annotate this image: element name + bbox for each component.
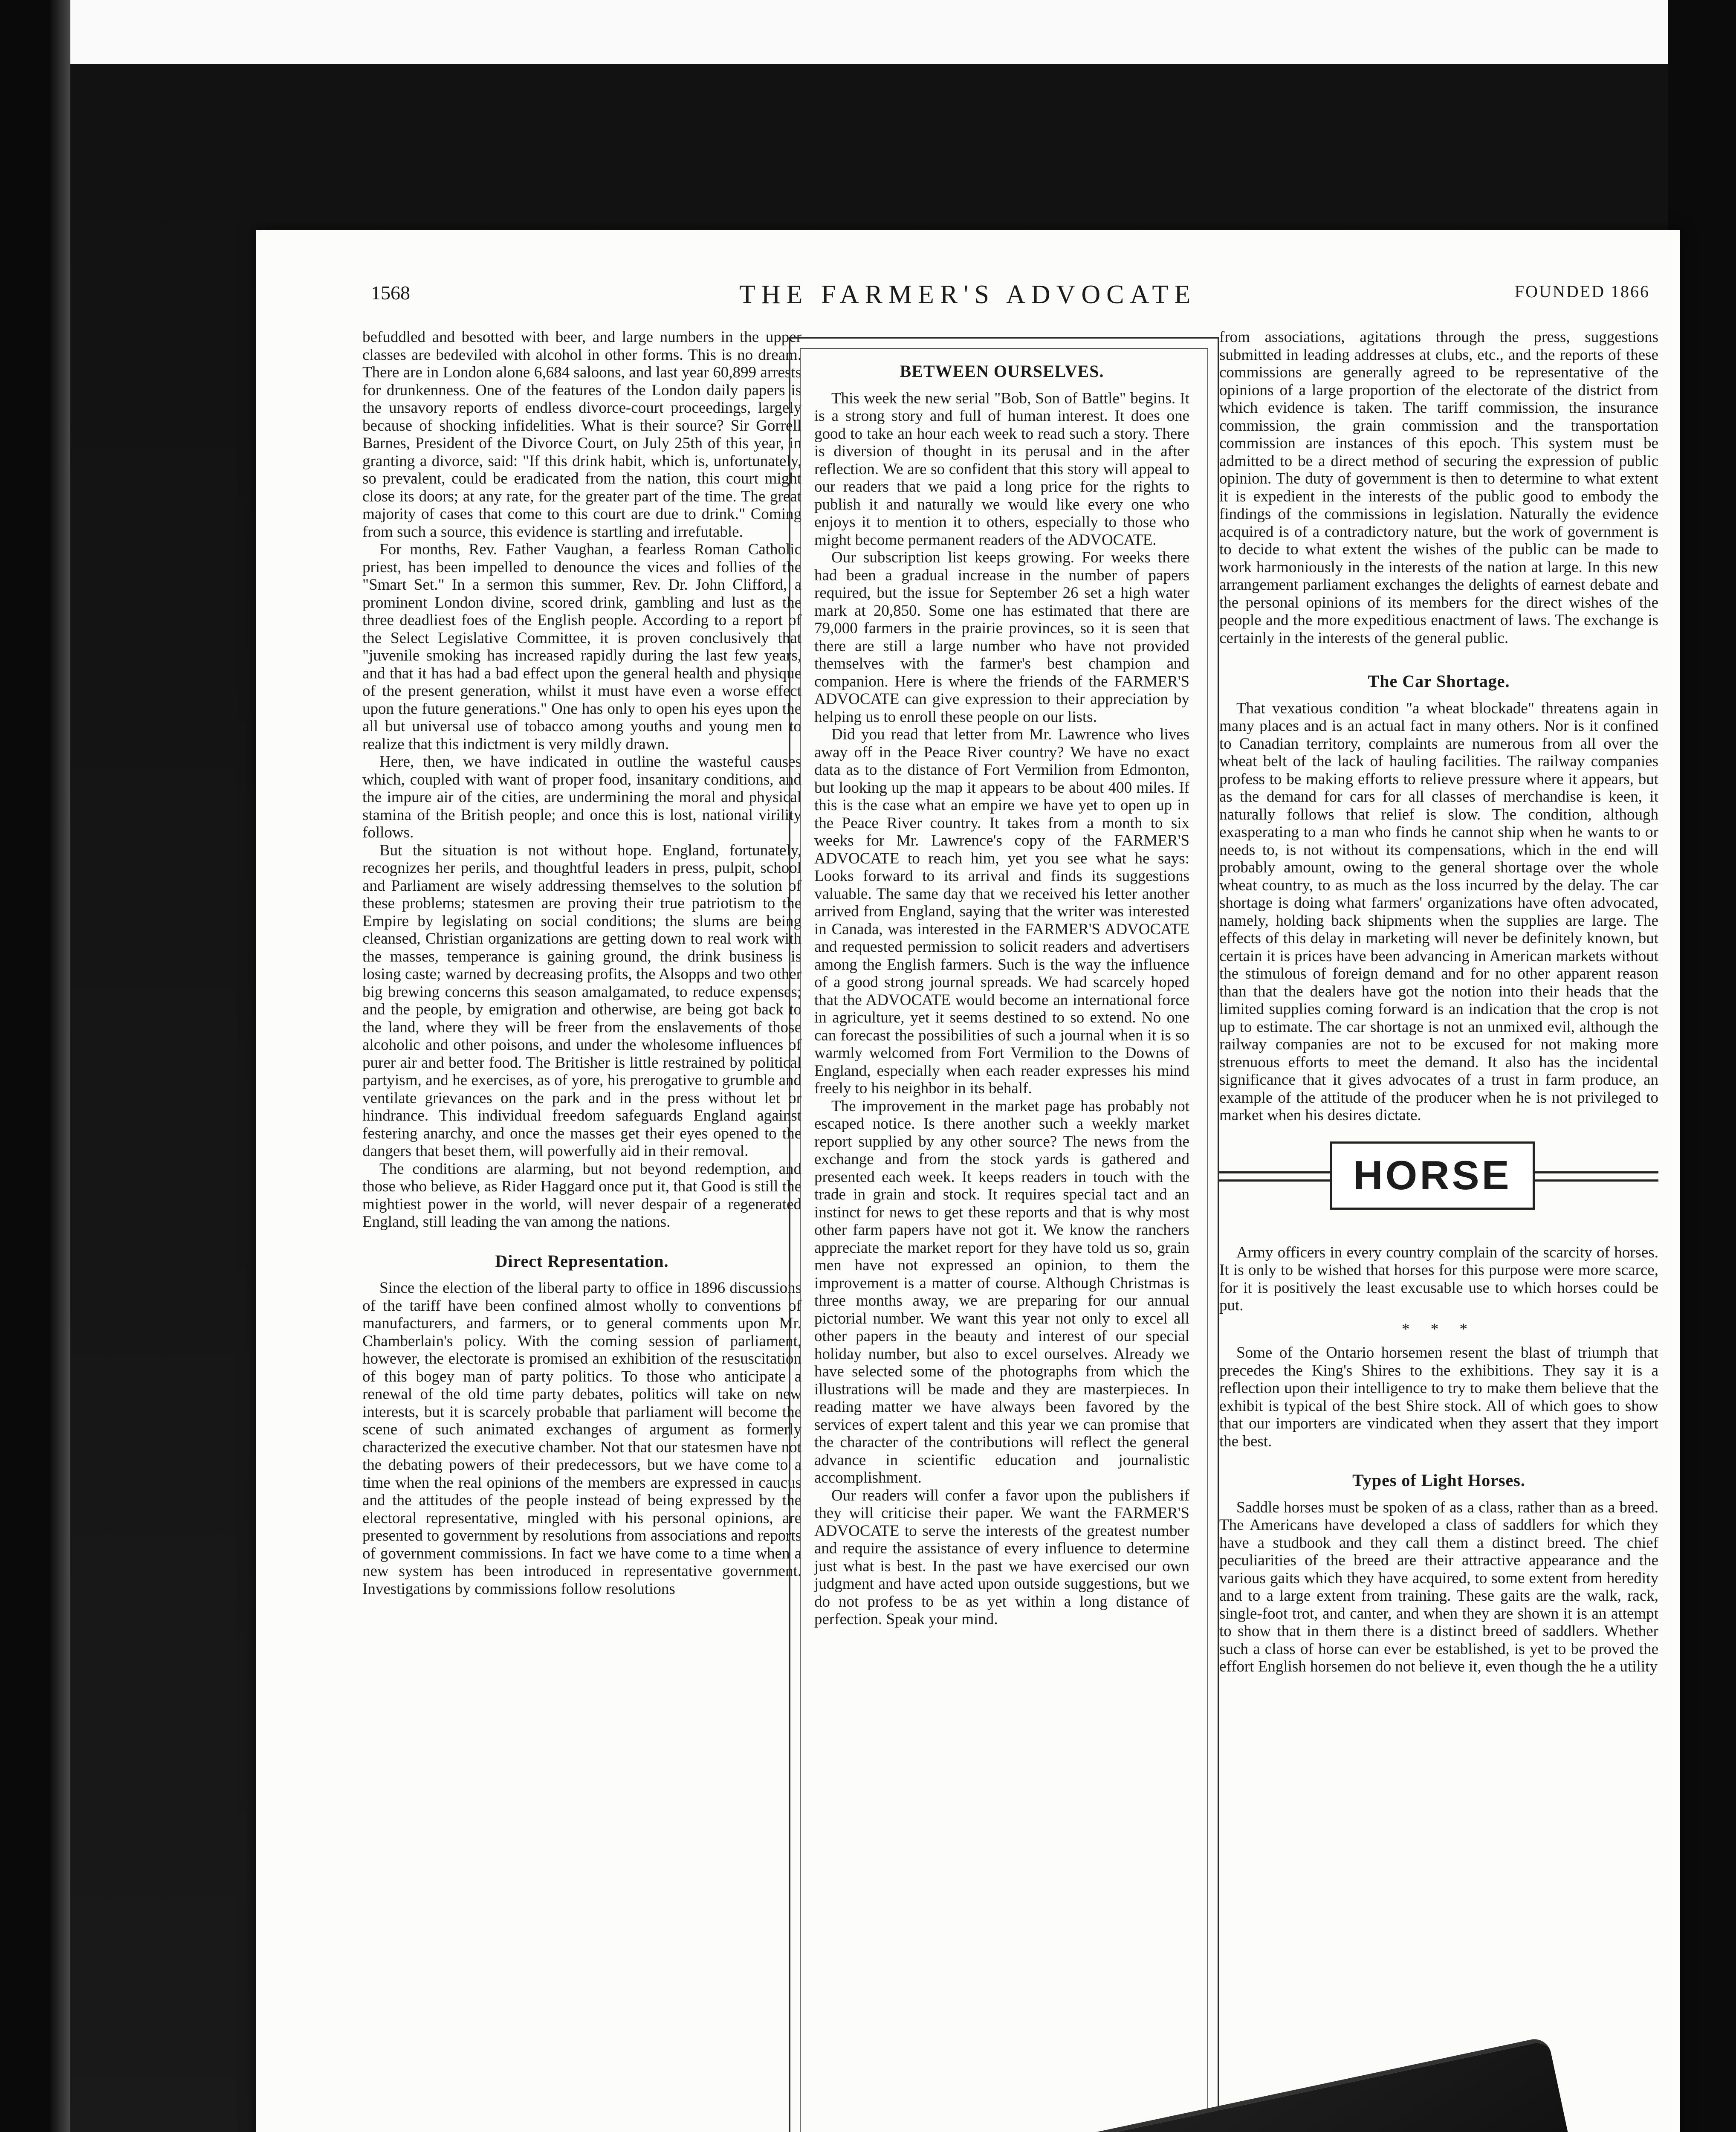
- article-column-right: [1219, 328, 1658, 1676]
- section-heading-car-shortage: The Car Shortage.: [1368, 672, 1510, 691]
- between-ourselves-content: [789, 328, 1215, 1628]
- paragraph: This week the new serial "Bob, Son of Battle" begins. It is a strong story and full of human interest. It does one good to take an hour each week to read such a story. There is diversion of thought in its perusal and in the after reflection. We are so confident that this story will appeal to our readers that we paid a long price for the rights to publish it and naturally we would like every one who enjoys it to mention it to others, especially to those who might become permanent readers of the ADVOCATE.: [814, 389, 1189, 549]
- horse-section-banner: [1219, 1141, 1658, 1218]
- section-divider-stars: * * *: [1402, 1320, 1476, 1338]
- article-column-left: [362, 328, 801, 1598]
- paragraph: The improvement in the market page has probably not escaped notice. Is there another such a weekly market report supplied by any other source? The news from the exchange and from the stock yards is gathered and presented each week. It keeps readers in touch with the trade in grain and stock. It requires special tact and an instinct for news to get these reports and that is why most other farm papers have not got it. We know the ranchers appreciate the market report for they have told us so, grain men have not expressed an opinion, to them the improvement is a matter of course. Although Christmas is three months away, we are preparing for our annual pictorial number. We want this year not only to excel all other papers in the beauty and interest of our special holiday number, but also to excel ourselves. Already we have selected some of the photographs from which the illustrations will be made and they are masterpieces. In reading matter we have always been favored by the services of expert talent and this year we can promise that the character of the contributions will reflect the general advance in scientific education and journalistic accomplishment.: [814, 1097, 1189, 1486]
- founded-label: FOUNDED 1866: [1514, 282, 1650, 301]
- article-column-middle: [789, 328, 1215, 1628]
- page-number: 1568: [371, 282, 410, 304]
- paragraph: Our readers will confer a favor upon the publishers if they will criticise their paper. We want the FARMER'S ADVOCATE to serve the interests of the greatest number and require the assistance of every influence to determine just what is best. In the past we have exercised our own judgment and have acted upon outside suggestions, but we do not profess to be as yet within a long distance of perfection. Speak your mind.: [814, 1486, 1189, 1628]
- paragraph: Since the election of the liberal party to office in 1896 discussions of the tariff have been confined almost wholly to conventions of manufacturers, and farmers, or to general comments upon Mr. Chamberlain's policy. With the coming session of parliament, however, the electorate is promised an exhibition of the resuscitation of this bogey man of party politics. To those who anticipate a renewal of the old time party debates, politics will take on new interests, but it is scarcely probable that parliament will become the scene of such animated exchanges of argument as formerly characterized the executive chamber. Not that our statesmen have not the debating powers of their predecessors, but we have come to a time when the real opinions of the members are expressed in caucus and the attitudes of the people instead of being expressed by the electoral representative, mingled with his personal opinions, are presented to government by resolutions from associations and reports of government commissions. In fact we have come to a time when a new system has been introduced in representative government. Investigations by commissions follow resolutions: [362, 1279, 801, 1598]
- paragraph: That vexatious condition "a wheat blockade" threatens again in many places and is an actual fact in many others. Nor is it confined to Canadian territory, complaints are numerous from all over the wheat belt of the lack of hauling facilities. The railway companies profess to be making efforts to relieve pressure where it appears, but as the demand for cars for all classes of merchandise is keen, it naturally follows that relief is slow. The condition, although exasperating to a man who finds he cannot ship when he wants to or needs to, is not without its compensations, which in the end will probably amount, owing to the general shortage over the whole wheat country, to as much as the loss incurred by the delay. The car shortage is doing what farmers' organizations have often advocated, namely, holding back shipments when the supplies are large. The effects of this delay in marketing will never be definitely known, but certain it is prices have been advancing in American markets without the stimulous of foreign demand and for no other apparent reason than that the dealers have got the notion into their heads that the limited supplies coming forward is an indication that the crop is not up to estimate. The car shortage is not an unmixed evil, although the railway companies are not to be excused for not making more strenuous efforts to meet the demand. It also has the incidental significance that it gives advocates of a trust in farm produce, an example of the attitude of the producer when he is not privileged to market when his desires dictate.: [1219, 699, 1658, 1124]
- paragraph: Did you read that letter from Mr. Lawrence who lives away off in the Peace River country? We have no exact data as to the distance of Fort Vermilion from Edmonton, but looking up the map it appears to be about 400 miles. If this is the case what an empire we have yet to open up in the Peace River country. It takes from a month to six weeks for Mr. Lawrence's copy of the FARMER'S ADVOCATE to reach him, yet you see what he says: Looks forward to its arrival and finds its suggestions valuable. The same day that we received his letter another arrived from England, saying that the writer was interested in Canada, was interested in the FARMER'S ADVOCATE and requested permission to solicit readers and advertisers among the English farmers. Such is the way the influence of a good strong journal spreads. We had scarcely hoped that the ADVOCATE would become an international force in agriculture, yet it seems destined to so extend. No one can forecast the possibilities of such a journal when it is so warmly welcomed from Fort Vermilion to the Downs of England, especially when each reader expresses his mind freely to his neighbor in its behalf.: [814, 726, 1189, 1097]
- paragraph: Here, then, we have indicated in outline the wasteful causes which, coupled with want of proper food, insanitary conditions, and the impure air of the cities, are undermining the moral and physical stamina of the British people; and once this is lost, national virility follows.: [362, 753, 801, 841]
- section-heading-direct-representation: Direct Representation.: [495, 1251, 669, 1271]
- horse-banner-title: HORSE: [1330, 1141, 1535, 1210]
- page-header: [256, 281, 1680, 316]
- newspaper-page: [256, 230, 1680, 2132]
- section-heading-light-horses: Types of Light Horses.: [1352, 1471, 1525, 1490]
- scan-left-border: [0, 0, 70, 2132]
- paragraph: For months, Rev. Father Vaughan, a fearless Roman Catholic priest, has been impelled to denounce the vices and follies of the "Smart Set." In a sermon this summer, Rev. Dr. John Clifford, a prominent London divine, scored drink, gambling and lust as the three deadliest foes of the English people. According to a report of the Select Legislative Committee, it is proven conclusively that "juvenile smoking has increased rapidly during the last few years, and that it has had a bad effect upon the general health and physique of the present generation, whilst it must have even a worse effect upon the future generations." One has only to open his eyes upon the all but universal use of tobacco among youths and young men to realize that this indictment is very mildly drawn.: [362, 541, 801, 753]
- section-heading-between-ourselves: BETWEEN OURSELVES.: [900, 362, 1104, 381]
- paragraph: Army officers in every country complain of the scarcity of horses. It is only to be wished that horses for this purpose were more scarce, for it is positively the least excusable use to which horses could be put.: [1219, 1243, 1658, 1314]
- paragraph: Saddle horses must be spoken of as a class, rather than as a breed. The Americans have developed a class of saddlers for which they have a studbook and they call them a distinct breed. The chief peculiarities of the breed are their attractive appearance and the various gaits which they have acquired, to some extent from heredity and to a large extent from training. These gaits are the walk, rack, single-foot trot, and canter, and when they are shown it is an attempt to show that in them there is a distinct breed of saddlers. Whether such a class of horse can ever be established, is yet to be proved the effort English horsemen do not believe it, even though the he a utility: [1219, 1498, 1658, 1675]
- paragraph: from associations, agitations through the press, suggestions submitted in leading addresses at clubs, etc., and the reports of these commissions are generally agreed to be representative of the opinions of a large proportion of the electorate of the district from which evidence is taken. The tariff commission, the insurance commission, the grain commission and the transportation commission are instances of this epoch. This system must be admitted to be a direct method of securing the expression of public opinion. The duty of government is then to determine to what extent it is expedient in the interests of the public good to embody the findings of the commissions in legislation. Naturally the evidence acquired is of a contradictory nature, but the work of government is to decide to what extent the wishes of the public can be made to work harmoniously in the interests of the nation at large. In this new arrangement parliament exchanges the delights of earnest debate and the personal opinions of its members for the direct wishes of the people and the more expeditious enactment of laws. The exchange is certainly in the interests of the general public.: [1219, 328, 1658, 647]
- paragraph: befuddled and besotted with beer, and large numbers in the upper classes are bedeviled with alcohol in other forms. This is no dream. There are in London alone 6,684 saloons, and last year 60,899 arrests for drunkenness. One of the features of the London daily papers is the unsavory reports of endless divorce-court proceedings, largely because of shocking infidelities. What is their source? Sir Gorrell Barnes, President of the Divorce Court, on July 25th of this year, in granting a divorce, said: "If this drink habit, which is, unfortunately, so prevalent, could be eradicated from the nation, this court might close its doors; at any rate, for the greater part of the time. The great majority of cases that come to this court are due to drink." Coming from such a source, this evidence is startling and irrefutable.: [362, 328, 801, 541]
- paragraph: But the situation is not without hope. England, fortunately, recognizes her perils, and thoughtful leaders in press, pulpit, school and Parliament are wisely addressing themselves to the solution of these problems; statesmen are proving their true patriotism to the Empire by legislating on social conditions; the slums are being cleansed, Christian organizations are getting down to real work with the masses, temperance is gaining ground, the drink business is losing caste; warned by decreasing profits, the Alsopps and two other big brewing concerns this season amalgamated, to reduce expenses; and the people, by emigration and otherwise, are being got back to the land, where they will be freer from the enslavements of those alcoholic and other poisons, and under the wholesome influences of purer air and better food. The Britisher is little restrained by political partyism, and he exercises, as of yore, his prerogative to grumble and ventilate grievances on the park and in the press without let or hindrance. This individual freedom safeguards England against festering anarchy, and once the masses get their eyes opened to the dangers that beset them, will powerfully aid in their removal.: [362, 841, 801, 1160]
- paragraph: Our subscription list keeps growing. For weeks there had been a gradual increase in the number of papers required, but the issue for September 26 set a high water mark at 20,850. Some one has estimated that there are 79,000 farmers in the prairie provinces, so it is seen that there are still a large number who have not provided themselves with the farmer's best champion and companion. Here is where the friends of the FARMER'S ADVOCATE can give expression to their appreciation by helping us to enroll these people on our lists.: [814, 549, 1189, 726]
- paragraph: The conditions are alarming, but not beyond redemption, and those who believe, as Rider Haggard once put it, that Good is still the mightiest power in the world, will never despair of a regenerated England, still leading the van among the nations.: [362, 1160, 801, 1231]
- paragraph: Some of the Ontario horsemen resent the blast of triumph that precedes the King's Shires to the exhibitions. They say it is a reflection upon their intelligence to try to make them believe that the exhibit is typical of the best Shire stock. All of which goes to show that our importers are vindicated when they assert that they import the best.: [1219, 1344, 1658, 1450]
- masthead-title: THE FARMER'S ADVOCATE: [739, 280, 1197, 309]
